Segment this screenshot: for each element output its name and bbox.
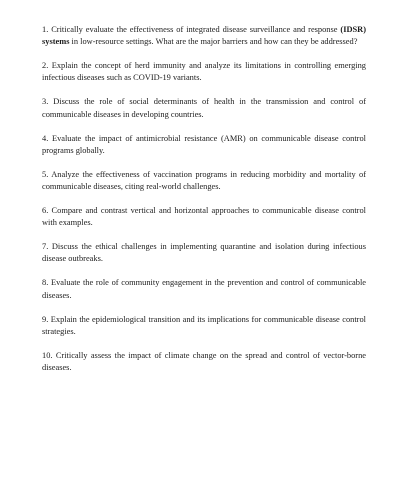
question-item <box>42 96 366 120</box>
question-item <box>42 277 366 301</box>
question-text: 1. Critically evaluate the effectiveness of integrated disease surveillance and response <box>42 25 341 34</box>
question-text: 6. Compare and contrast vertical and horizontal approaches to communicable disease control with examples. <box>42 206 366 228</box>
question-item <box>42 314 366 338</box>
question-text-continued: in low-resource settings. What are the major barriers and how can they be addressed? <box>69 37 358 47</box>
question-text: 10. Critically assess the impact of climate change on the spread and control of vector-borne diseases. <box>42 350 366 373</box>
question-item <box>42 241 366 265</box>
question-item <box>42 350 366 374</box>
question-bold-text: (IDSR) systems <box>42 25 366 47</box>
question-item <box>42 24 366 48</box>
question-item <box>42 205 366 229</box>
question-text: 5. Analyze the effectiveness of vaccination programs in reducing morbidity and mortality of communicable diseases, citing real-world challenges. <box>42 169 366 192</box>
question-item <box>42 169 366 193</box>
question-text: 4. Evaluate the impact of antimicrobial resistance (AMR) on communicable disease control programs globally. <box>42 133 366 155</box>
question-text: 7. Discuss the ethical challenges in implementing quarantine and isolation during infectious disease outbreaks. <box>42 242 366 264</box>
question-text: 3. Discuss the role of social determinants of health in the transmission and control of communicable diseases in developing countries. <box>42 97 366 119</box>
question-text: 9. Explain the epidemiological transition and its implications for communicable disease control strategies. <box>42 314 366 336</box>
question-item <box>42 133 366 157</box>
question-text: 8. Evaluate the role of community engagement in the prevention and control of communicable diseases. <box>42 278 366 300</box>
question-item <box>42 60 366 84</box>
question-list <box>42 24 366 386</box>
question-text: 2. Explain the concept of herd immunity and analyze its limitations in controlling emerging infectious diseases such as COVID-19 variants. <box>42 61 366 83</box>
